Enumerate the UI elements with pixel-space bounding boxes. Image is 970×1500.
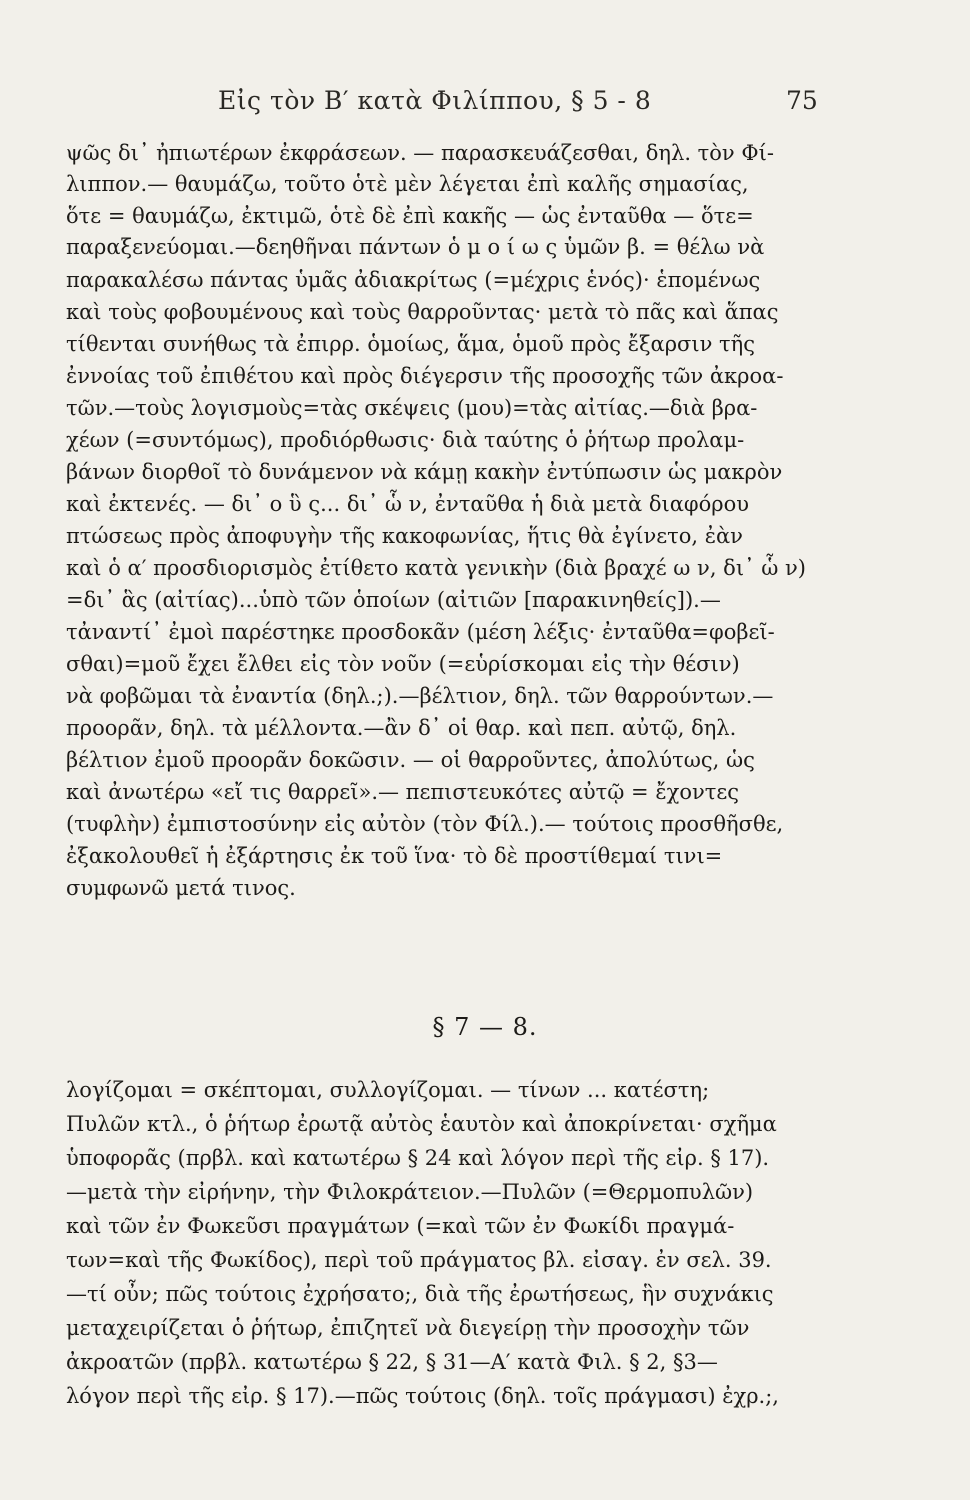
text-line: ἀκροατῶν (πρβλ. κατωτέρω § 22, § 31—Α′ κατὰ Φιλ. § 2, §3— bbox=[66, 1350, 718, 1374]
text-line: καὶ ἀνωτέρω «εἴ τις θαρρεῖ».— πεπιστευκότες αὐτῷ = ἔχοντες bbox=[66, 780, 739, 804]
text-line: τῶν.—τοὺς λογισμοὺς=τὰς σκέψεις (μου)=τὰς αἰτίας.—διὰ βρα- bbox=[66, 396, 758, 420]
text-line: τἀναντί᾽ ἐμοὶ παρέστηκε προσδοκᾶν (μέση λέξις· ἐνταῦθα=φοβεῖ- bbox=[66, 620, 775, 644]
text-line: Πυλῶν κτλ., ὁ ῥήτωρ ἐρωτᾷ αὐτὸς ἑαυτὸν καὶ ἀποκρίνεται· σχῆμα bbox=[66, 1112, 777, 1136]
text-line: λόγον περὶ τῆς εἰρ. § 17).—πῶς τούτοις (δηλ. τοῖς πράγμασι) ἐχρ.;, bbox=[66, 1384, 779, 1408]
text-line: τίθενται συνήθως τὰ ἐπιρρ. ὁμοίως, ἅμα, ὁμοῦ πρὸς ἔξαρσιν τῆς bbox=[66, 332, 756, 356]
text-line: παραξενεύομαι.—δεηθῆναι πάντων ὁ μ ο ί ω ς ὑμῶν β. = θέλω νὰ bbox=[66, 235, 765, 259]
text-line: σθαι)=μοῦ ἔχει ἔλθει εἰς τὸν νοῦν (=εὑρίσκομαι εἰς τὴν θέσιν) bbox=[66, 652, 740, 676]
text-line: χέων (=συντόμως), προδιόρθωσις· διὰ ταύτης ὁ ῥήτωρ προλαμ- bbox=[66, 428, 745, 452]
running-head: Εἰς τὸν Β′ κατὰ Φιλίππου, § 5 - 8 bbox=[218, 86, 652, 115]
text-line: νὰ φοβῶμαι τὰ ἐναντία (δηλ.;).—βέλτιον, δηλ. τῶν θαρρούντων.— bbox=[66, 684, 774, 708]
text-line: καὶ ἐκτενές. — δι᾽ ο ὓ ς... δι᾽ ὧ ν, ἐνταῦθα ἡ διὰ μετὰ διαφόρου bbox=[66, 492, 750, 516]
page-header bbox=[0, 86, 970, 126]
text-line: πτώσεως πρὸς ἀποφυγὴν τῆς κακοφωνίας, ἥτις θὰ ἐγίνετο, ἐὰν bbox=[66, 524, 743, 548]
text-line: καὶ ὁ α′ προσδιορισμὸς ἐτίθετο κατὰ γενικὴν (διὰ βραχέ ω ν, δι᾽ ὧ ν) bbox=[66, 556, 806, 580]
text-line: συμφωνῶ μετά τινος. bbox=[66, 876, 296, 900]
page-number: 75 bbox=[786, 86, 818, 115]
text-line: —τί οὖν; πῶς τούτοις ἐχρήσατο;, διὰ τῆς ἐρωτήσεως, ἣν συχνάκις bbox=[66, 1282, 774, 1306]
text-line: (τυφλὴν) ἐμπιστοσύνην εἰς αὐτὸν (τὸν Φίλ.).— τούτοις προσθῆσθε, bbox=[66, 812, 784, 836]
text-line: —μετὰ τὴν εἰρήνην, τὴν Φιλοκράτειον.—Πυλῶν (=Θερμοπυλῶν) bbox=[66, 1180, 754, 1204]
text-line: βάνων διορθοῖ τὸ δυνάμενον νὰ κάμῃ κακὴν ἐντύπωσιν ὡς μακρὸν bbox=[66, 460, 783, 484]
text-line: λιππον.— θαυμάζω, τοῦτο ὁτὲ μὲν λέγεται ἐπὶ καλῆς σημασίας, bbox=[66, 172, 749, 196]
text-line: παρακαλέσω πάντας ὑμᾶς ἀδιακρίτως (=μέχρις ἑνός)· ἑπομένως bbox=[66, 268, 761, 292]
text-line: καὶ τοὺς φοβουμένους καὶ τοὺς θαρροῦντας· μετὰ τὸ πᾶς καὶ ἅπας bbox=[66, 300, 779, 324]
text-line: ἐννοίας τοῦ ἐπιθέτου καὶ πρὸς διέγερσιν τῆς προσοχῆς τῶν ἀκροα- bbox=[66, 364, 784, 388]
text-line: ψῶς δι᾽ ἠπιωτέρων ἐκφράσεων. — παρασκευάζεσθαι, δηλ. τὸν Φί- bbox=[66, 141, 774, 165]
text-line: ὑποφορᾶς (πρβλ. καὶ κατωτέρω § 24 καὶ λόγον περὶ τῆς εἰρ. § 17). bbox=[66, 1146, 770, 1170]
text-line: των=καὶ τῆς Φωκίδος), περὶ τοῦ πράγματος βλ. εἰσαγ. ἐν σελ. 39. bbox=[66, 1248, 772, 1272]
text-line: =δι᾽ ἃς (αἰτίας)...ὑπὸ τῶν ὁποίων (αἰτιῶν [παρακινηθείς]).— bbox=[66, 588, 721, 612]
text-line: λογίζομαι = σκέπτομαι, συλλογίζομαι. — τίνων ... κατέστη; bbox=[66, 1078, 710, 1102]
text-line: ἐξακολουθεῖ ἡ ἐξάρτησις ἐκ τοῦ ἵνα· τὸ δὲ προστίθεμαί τινι= bbox=[66, 844, 723, 868]
text-line: ὅτε = θαυμάζω, ἐκτιμῶ, ὁτὲ δὲ ἐπὶ κακῆς — ὡς ἐνταῦθα — ὅτε= bbox=[66, 204, 754, 228]
text-line: καὶ τῶν ἐν Φωκεῦσι πραγμάτων (=καὶ τῶν ἐν Φωκίδι πραγμά- bbox=[66, 1214, 735, 1238]
text-line: βέλτιον ἐμοῦ προορᾶν δοκῶσιν. — οἱ θαρροῦντες, ἀπολύτως, ὡς bbox=[66, 748, 755, 772]
section-heading: § 7 — 8. bbox=[432, 1013, 538, 1041]
text-line: μεταχειρίζεται ὁ ῥήτωρ, ἐπιζητεῖ νὰ διεγείρῃ τὴν προσοχὴν τῶν bbox=[66, 1316, 750, 1340]
text-line: προορᾶν, δηλ. τὰ μέλλοντα.—ἂν δ᾽ οἱ θαρ. καὶ πεπ. αὐτῷ, δηλ. bbox=[66, 716, 737, 740]
